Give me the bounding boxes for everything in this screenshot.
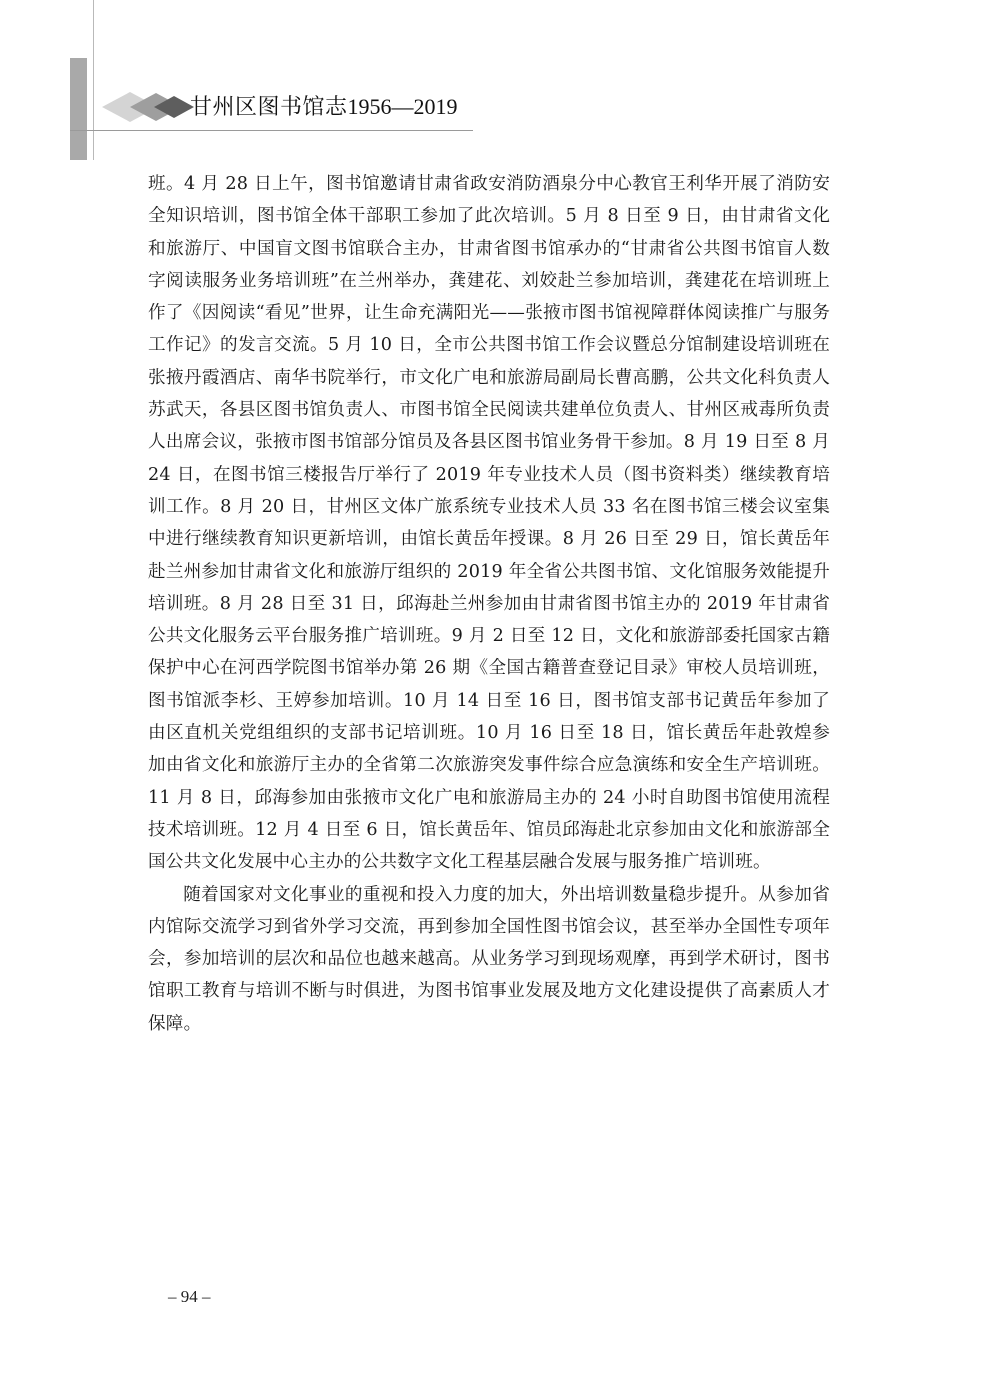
paragraph-summary: 随着国家对文化事业的重视和投入力度的加大，外出培训数量稳步提升。从参加省内馆际交流学习到省外学习交流，再到参加全国性图书馆会议，甚至举办全国性专项年会，参加培训的层次和品位也越来越高。从业务学习到现场观摩，再到学术研讨，图书馆职工教育与培训不断与时俱进，为图书馆事业发展及地方文化建设提供了高素质人才保障。	[148, 884, 830, 1034]
header-horizontal-rule	[70, 130, 473, 131]
header-title-years: 1956—2019	[347, 94, 458, 119]
header-vertical-rule	[93, 0, 94, 160]
header-title-text: 甘州区图书馆志	[190, 95, 348, 120]
paragraph-training-records: 班。4 月 28 日上午，图书馆邀请甘肃省政安消防酒泉分中心教官王利华开展了消防安全知识培训，图书馆全体干部职工参加了此次培训。5 月 8 日至 9 日，由甘肃省文化和旅游厅、中国盲文图书馆联合主办，甘肃省图书馆承办的“甘肃省公共图书馆盲人数字阅读服务业务培训班”在兰州举办，龚建花、刘姣赴兰参加培训，龚建花在培训班上作了《因阅读“看见”世界，让生命充满阳光——张掖市图书馆视障群体阅读推广与服务工作记》的发言交流。5 月 10 日，全市公共图书馆工作会议暨总分馆制建设培训班在张掖丹霞酒店、南华书院举行，市文化广电和旅游局副局长曹高鹏，公共文化科负责人苏武天，各县区图书馆负责人、市图书馆全民阅读共建单位负责人、甘州区戒毒所负责人出席会议，张掖市图书馆部分馆员及各县区图书馆业务骨干参加。8 月 19 日至 8 月 24 日，在图书馆三楼报告厅举行了 2019 年专业技术人员（图书资料类）继续教育培训工作。8 月 20 日，甘州区文体广旅系统专业技术人员 33 名在图书馆三楼会议室集中进行继续教育知识更新培训，由馆长黄岳年授课。8 月 26 日至 29 日，馆长黄岳年赴兰州参加甘肃省文化和旅游厅组织的 2019 年全省公共图书馆、文化馆服务效能提升培训班。8 月 28 日至 31 日，邱海赴兰州参加由甘肃省图书馆主办的 2019 年甘肃省公共文化服务云平台服务推广培训班。9 月 2 日至 12 日，文化和旅游部委托国家古籍保护中心在河西学院图书馆举办第 26 期《全国古籍普查登记目录》审校人员培训班，图书馆派李杉、王婷参加培训。10 月 14 日至 16 日，图书馆支部书记黄岳年参加了由区直机关党组组织的支部书记培训班。10 月 16 日至 18 日，馆长黄岳年赴敦煌参加由省文化和旅游厅主办的全省第二次旅游突发事件综合应急演练和安全生产培训班。11 月 8 日，邱海参加由张掖市文化广电和旅游局主办的 24 小时自助图书馆使用流程技术培训班。12 月 4 日至 6 日，馆长黄岳年、馆员邱海赴北京参加由文化和旅游部全国公共文化发展中心主办的公共数字文化工程基层融合发展与服务推广培训班。	[148, 174, 830, 873]
header-diamond-ornament	[100, 88, 200, 126]
body-text	[148, 168, 830, 1040]
running-header-title	[190, 92, 458, 123]
page-number: – 94 –	[168, 1287, 211, 1306]
header-side-bar	[70, 58, 87, 160]
